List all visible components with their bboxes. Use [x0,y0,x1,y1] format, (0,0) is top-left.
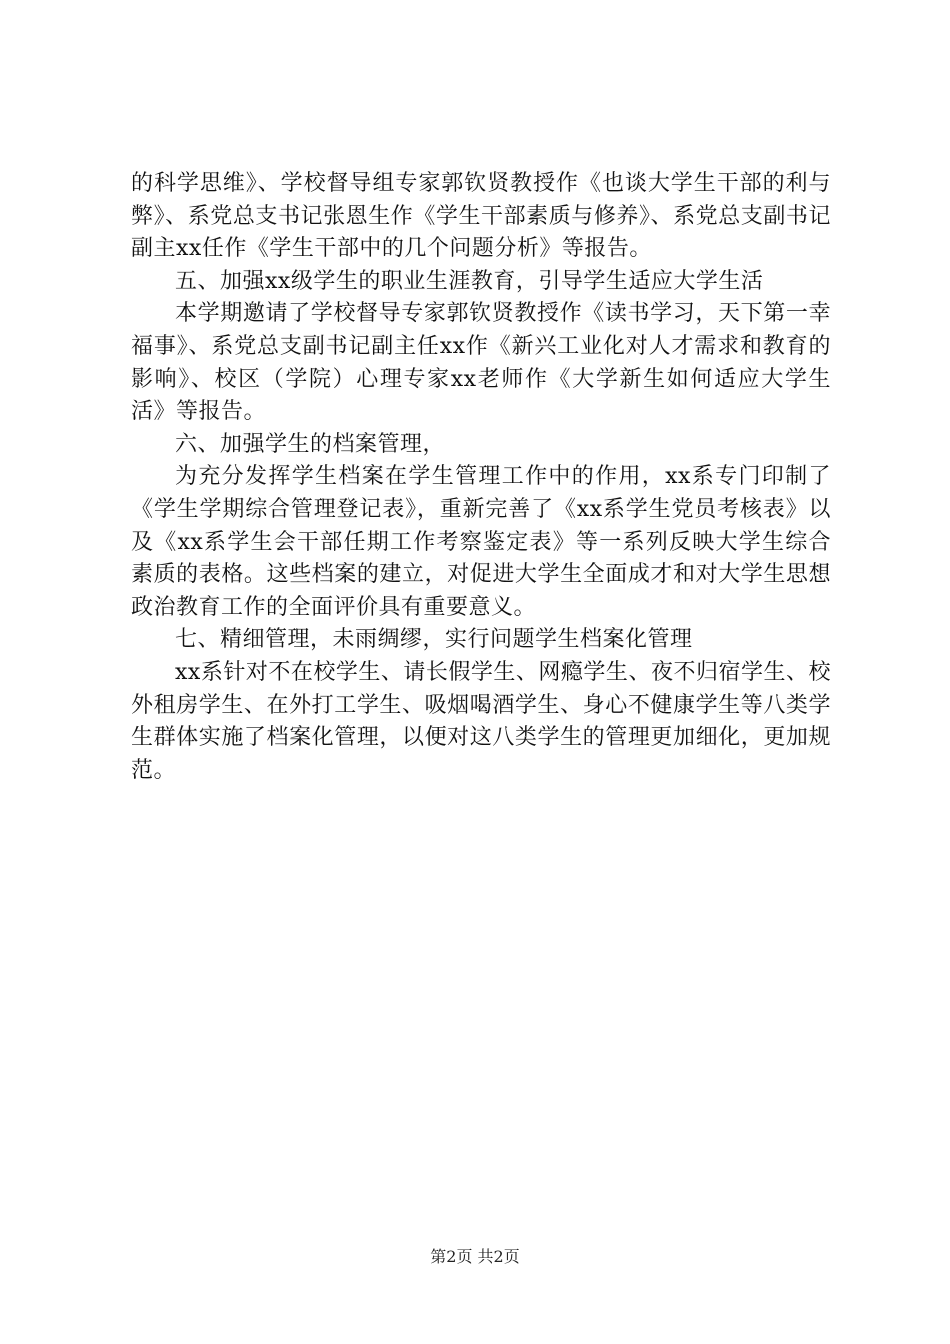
section-heading-6: 六、加强学生的档案管理， [175,431,446,457]
paragraph-section-6: 为充分发挥学生档案在学生管理工作中的作用，xx系专门印制了《学生学期综合管理登记表》，重新完善了《xx系学生党员考核表》以及《xx系学生会干部任期工作考察鉴定表》等一系列反映大学生综合素质的表格。这些档案的建立，对促进大学生全面成才和对大学生思想政治教育工作的全面评价具有重要意义。 [131,464,831,620]
page-footer: 第2页 共2页 [430,1247,520,1266]
paragraph-section-5: 本学期邀请了学校督导专家郭钦贤教授作《读书学习，天下第一幸福事》、系党总支副书记副主任xx作《新兴工业化对人才需求和教育的影响》、校区（学院）心理专家xx老师作《大学新生如何适应大学生活》等报告。 [131,301,831,425]
section-heading-5: 五、加强xx级学生的职业生涯教育，引导学生适应大学生活 [175,268,764,294]
paragraph-section-7: xx系针对不在校学生、请长假学生、网瘾学生、夜不归宿学生、校外租房学生、在外打工学生、吸烟喝酒学生、身心不健康学生等八类学生群体实施了档案化管理，以便对这八类学生的管理更加细化，更加规范。 [131,659,831,783]
document-body [131,168,831,787]
paragraph-continuation: 的科学思维》、学校督导组专家郭钦贤教授作《也谈大学生干部的利与弊》、系党总支书记张恩生作《学生干部素质与修养》、系党总支副书记副主xx任作《学生干部中的几个问题分析》等报告。 [131,171,831,262]
section-heading-7: 七、精细管理，未雨绸缪，实行问题学生档案化管理 [175,627,693,653]
